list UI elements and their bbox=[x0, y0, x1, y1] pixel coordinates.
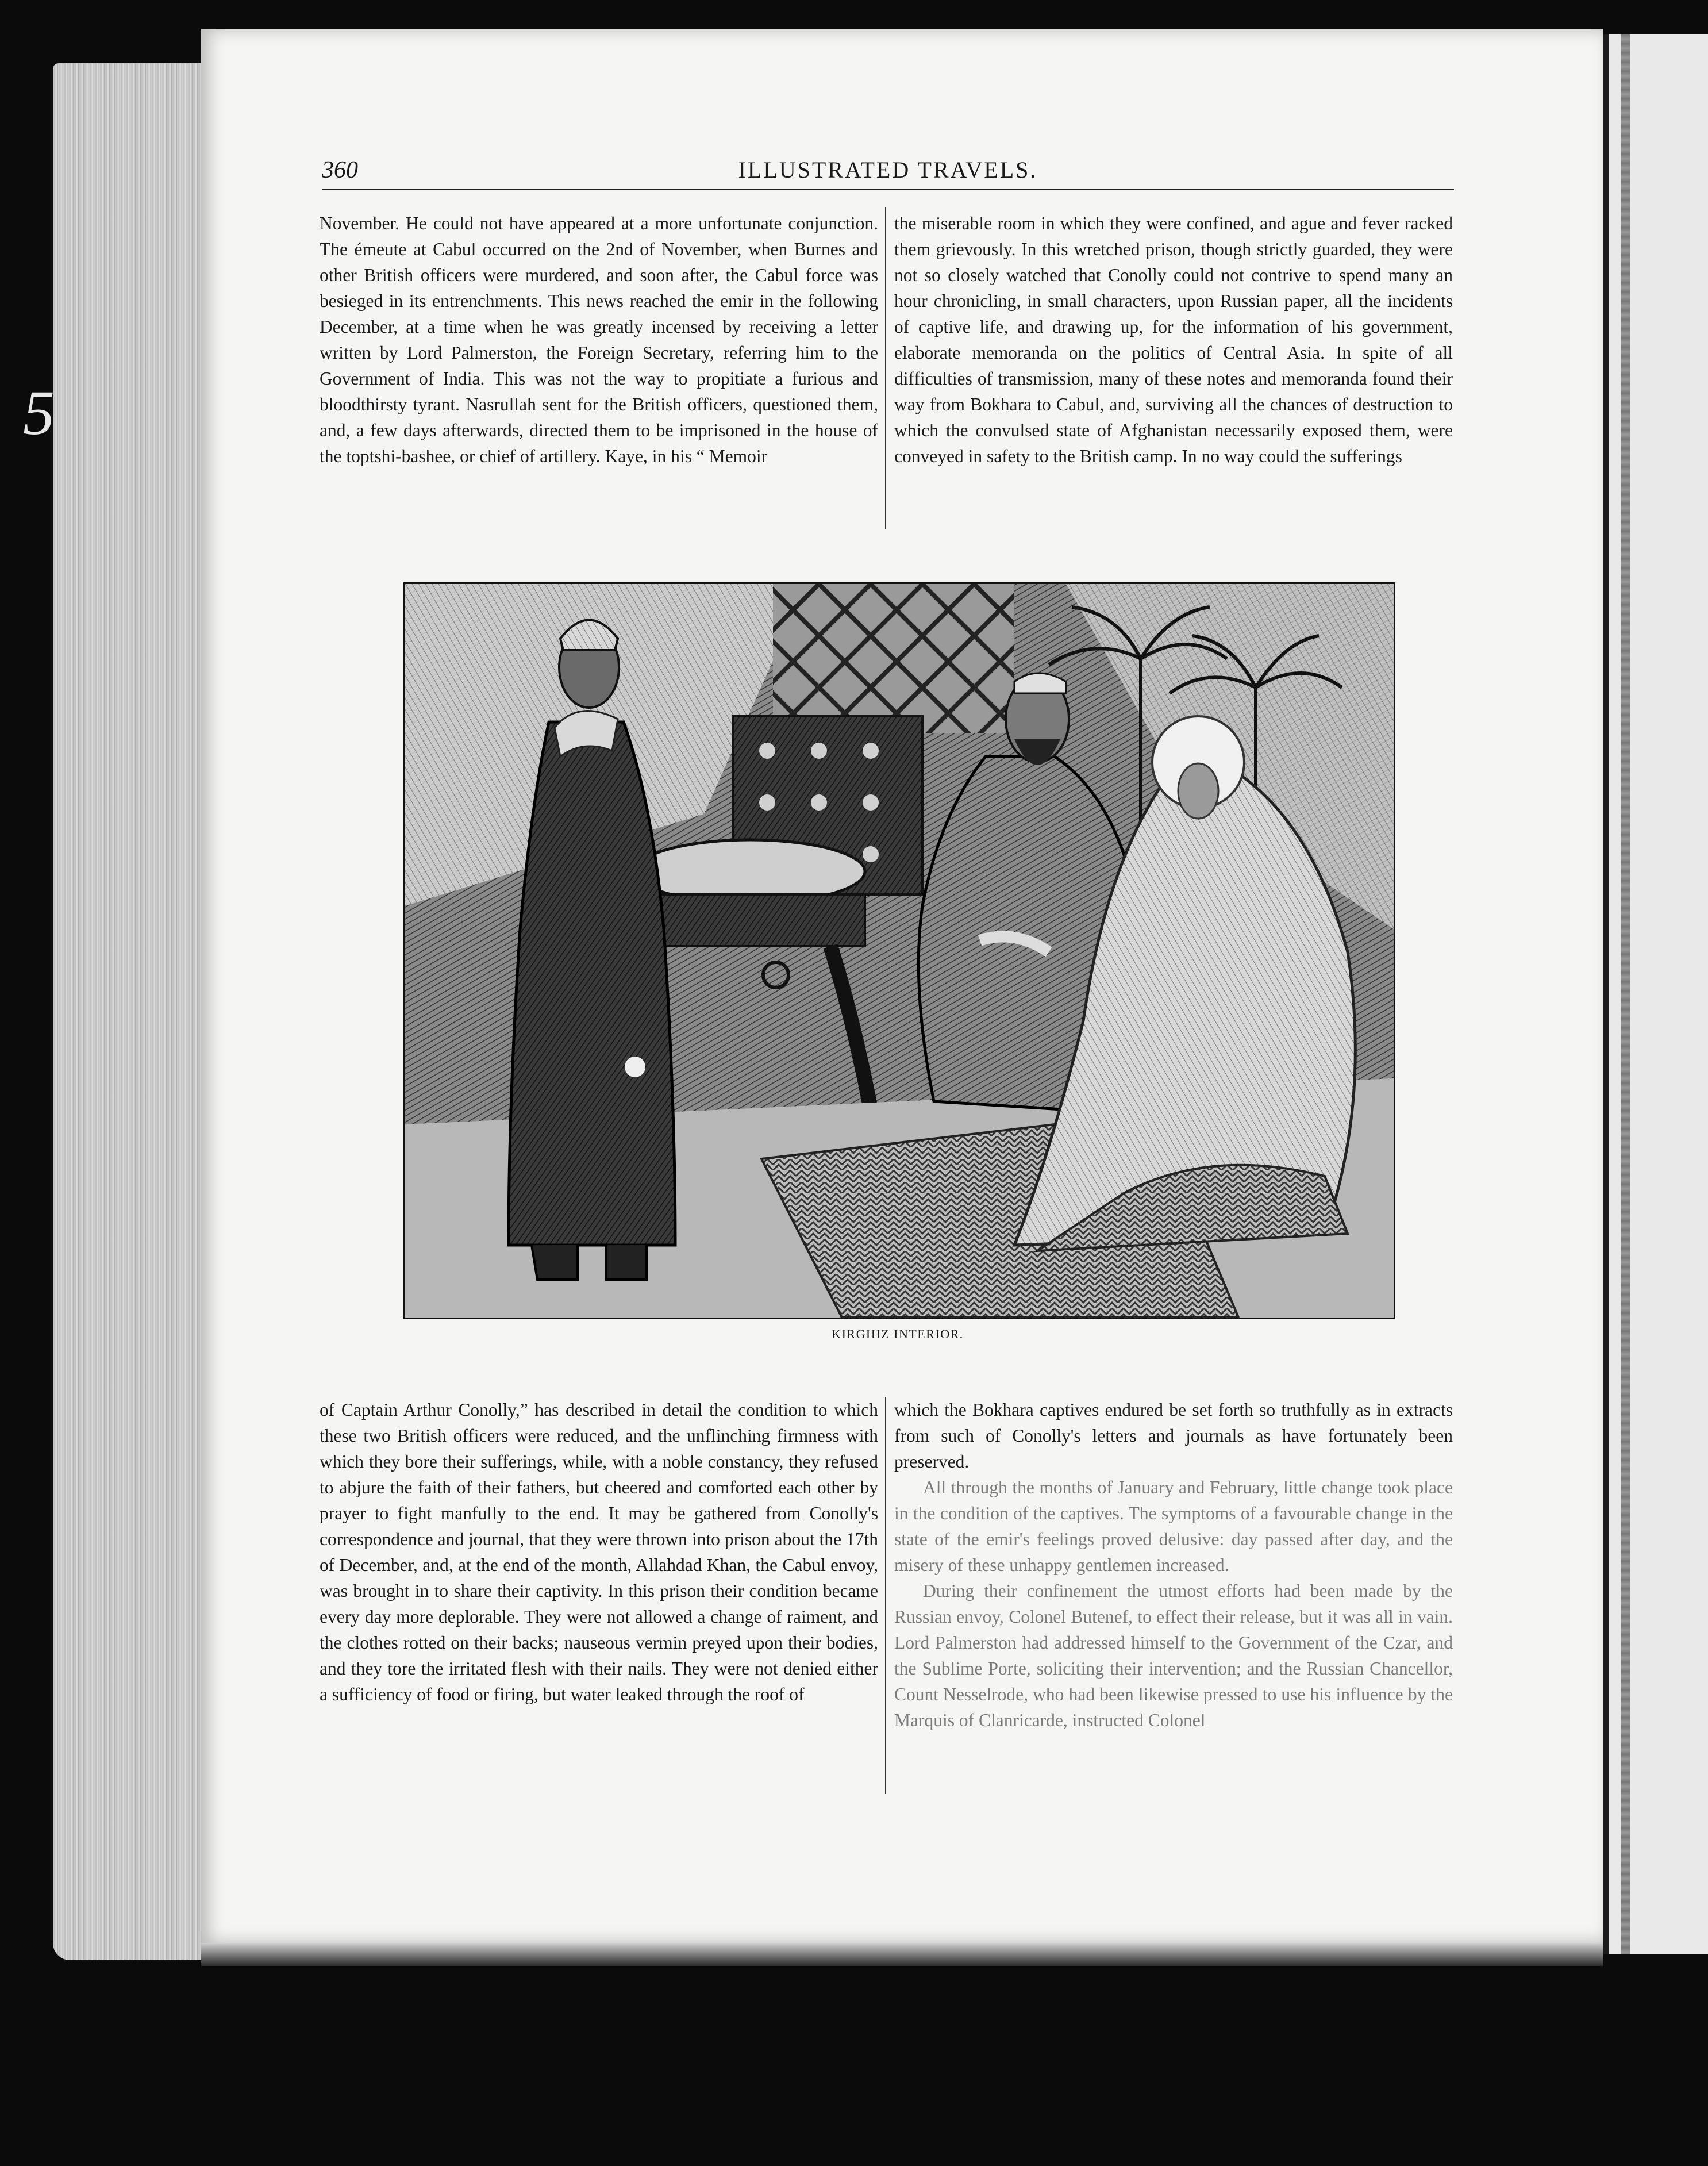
column-divider-top bbox=[885, 207, 886, 529]
bottom-right-paragraph-2: All through the months of January and February, little change took place in the condition of the captives. The symptoms of a favourable change in the state of the emir's feelings proved delusive: day passed after day, and the misery of these unhappy gentlemen increased. bbox=[894, 1477, 1453, 1575]
header-rule bbox=[322, 189, 1454, 190]
bottom-right-paragraph-3: During their confinement the utmost efforts had been made by the Russian envoy, Colonel Butenef, to effect their release, but it was all in vain. Lord Palmerston had addressed himself to the Government of the Czar, and the Sublime Porte, soliciting their intervention; and the Russian Chancellor, Count Nesselrode, who had been likewise pressed to use his influence by the Marquis of Clanricarde, instructed Colonel bbox=[894, 1581, 1453, 1730]
page-number: 360 bbox=[322, 157, 358, 183]
bottom-right-column bbox=[894, 1397, 1453, 1799]
page-header bbox=[322, 152, 1454, 186]
facing-page-edge bbox=[1603, 34, 1708, 1954]
margin-pencil-mark: 5 bbox=[23, 378, 55, 448]
bottom-left-paragraph: of Captain Arthur Conolly,” has described in detail the condition to which these two British officers were reduced, and the unflinching firmness with which they bore their sufferings, while, with a noble constancy, they refused to abjure the faith of their fathers, but cheered and comforted each other by prayer to fight manfully to the end. It may be gathered from Conolly's correspondence and journal, that they were thrown into prison about the 17th of December, and, at the end of the month, Allahdad Khan, the Cabul envoy, was brought in to share their captivity. In this prison their condition became every day more deplorable. They were not allowed a change of raiment, and the clothes rotted on their backs; nauseous vermin preyed upon their bodies, and they tore the irritated flesh with their nails. They were not denied either a sufficiency of food or firing, but water leaked through the roof of bbox=[320, 1400, 878, 1704]
engraving-drawing bbox=[405, 584, 1394, 1318]
bottom-left-column bbox=[320, 1397, 878, 1799]
top-left-column bbox=[320, 210, 878, 532]
top-right-paragraph: the miserable room in which they were confined, and ague and fever racked them grievously. In this wretched prison, though strictly guarded, they were not so closely watched that Conolly could not contrive to spend many an hour chronicling, in small characters, upon Russian paper, all the incidents of captive life, and drawing up, for the information of his government, elaborate memoranda on the politics of Central Asia. In spite of all difficulties of transmission, many of these notes and memoranda found their way from Bokhara to Cabul, and, surviving all the chances of destruction to which the convulsed state of Afghanistan necessarily exposed them, were conveyed in safety to the British camp. In no way could the sufferings bbox=[894, 213, 1453, 466]
top-left-paragraph: November. He could not have appeared at a more unfortunate conjunction. The émeute at Cabul occurred on the 2nd of November, when Burnes and other British officers were murdered, and soon after, the Cabul force was besieged in its entrenchments. This news reached the emir in the following December, at a time when he was greatly incensed by receiving a letter written by Lord Palmerston, the Foreign Secretary, referring him to the Government of India. This was not the way to propitiate a furious and bloodthirsty tyrant. Nasrullah sent for the British officers, questioned them, and, a few days afterwards, directed them to be imprisoned in the house of the toptshi-bashee, or chief of artillery. Kaye, in his “ Memoir bbox=[320, 213, 878, 466]
running-head: ILLUSTRATED TRAVELS. bbox=[738, 157, 1038, 183]
bottom-right-paragraph-1: which the Bokhara captives endured be set forth so truthfully as in extracts from such of Conolly's letters and journals as have fortunately been preserved. bbox=[894, 1400, 1453, 1472]
facing-page-strip bbox=[1621, 34, 1630, 1954]
illustration-caption: KIRGHIZ INTERIOR. bbox=[832, 1327, 964, 1341]
engraving-kirghiz-interior bbox=[403, 582, 1395, 1319]
top-right-column bbox=[894, 210, 1453, 532]
column-divider-bottom bbox=[885, 1397, 886, 1794]
page-bottom-shadow bbox=[201, 1943, 1603, 1966]
book-page-edges bbox=[53, 63, 220, 1960]
